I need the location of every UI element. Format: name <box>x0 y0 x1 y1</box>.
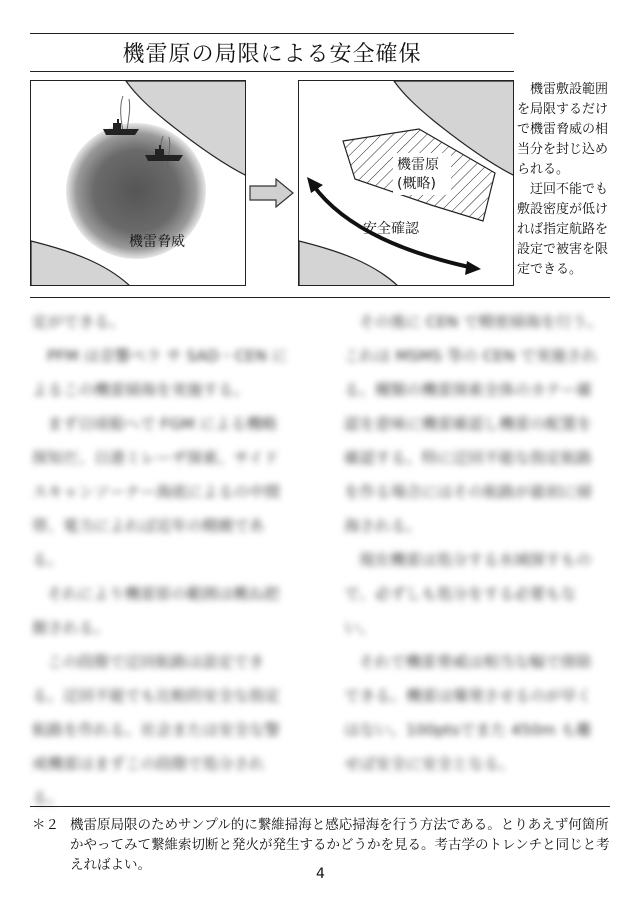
side-note <box>517 80 613 280</box>
page-number: 4 <box>316 866 325 882</box>
footnote-mark: ＊２ <box>32 817 59 833</box>
body-paragraph: 定ができる。 <box>32 313 126 331</box>
footnote-rule <box>30 806 610 807</box>
figure-title: 機雷原の局限による安全確保 <box>122 42 422 67</box>
body-paragraph: それで機雷脅威は相当な幅で排除できる。機雷は爆発させるのが早くはない。100ptsでまた 450m も離せば安全に安全となる。 <box>344 653 593 773</box>
section-rule <box>30 297 610 298</box>
body-paragraph: それにより機雷原の範囲は概ね把握される。 <box>32 585 280 637</box>
figure-label-threat: 機雷脅威 <box>129 234 185 250</box>
figure-panel-before <box>30 80 246 286</box>
footnote-text: 機雷原局限のためサンプル的に繋維掃海と感応掃海を行う方法である。とりあえず何箇所かやってみて繋維索切断と発火が発生するかどうかを見る。考古学のトレンチと同じと考えればよい。 <box>70 817 610 873</box>
side-note-para: 迂回不能でも敷設密度が低ければ指定航路を設定で被害を限定できる。 <box>517 182 609 277</box>
figure-panel-after <box>298 80 514 286</box>
ship-icon <box>103 96 139 135</box>
title-rule-top <box>30 33 514 34</box>
body-paragraph: その後に CEN で精密掃海を行う。これは MSMS 等の CEN で実施される。種類の機雷探索全体のカテー確認を意味に機雷確認し機雷の配置を確認する。特に迂回不能な指定航路を作る場合にはその航路が最初に掃海される。 <box>344 313 603 535</box>
body-column-left <box>32 305 292 815</box>
body-paragraph: まず日頃船へで FGM による機略探知だ、日港ミレーザ探索、サイドスキャンソーナー海底によるの中間帯、電力によれば近年の精緻である。 <box>32 415 281 569</box>
side-note-para: 機雷敷設範囲を局限するだけで機雷脅威の相当分を封じ込められる。 <box>517 82 609 177</box>
figure-label-minefield: 機雷原 <box>397 157 439 173</box>
body-paragraph: 現在機雷は処分する水域探すもので、必ずしも処分をする必要もない。 <box>344 551 592 637</box>
title-rule-bottom <box>30 71 514 72</box>
coastline-bottom <box>299 241 399 286</box>
body-paragraph: この段階で迂回航路は設定できる。迂回不能でも比較的安全な指定航路を作れる。社会または安全な警戒機雷はまずこの段階で処分される。 <box>32 653 281 807</box>
figure-label-approx: (概略) <box>397 176 436 192</box>
minefield-threat-illustration <box>31 81 246 286</box>
transition-arrow-icon <box>248 178 296 208</box>
body-paragraph: PFM は音響ペラ サ SAD・CEN によるこの機雷掃海を実施する。 <box>32 347 288 399</box>
localized-minefield-illustration <box>299 81 514 286</box>
arrowhead-end-icon <box>465 261 481 275</box>
figure-label-safe-route: 安全確認 <box>363 221 419 237</box>
body-column-right <box>344 305 604 781</box>
